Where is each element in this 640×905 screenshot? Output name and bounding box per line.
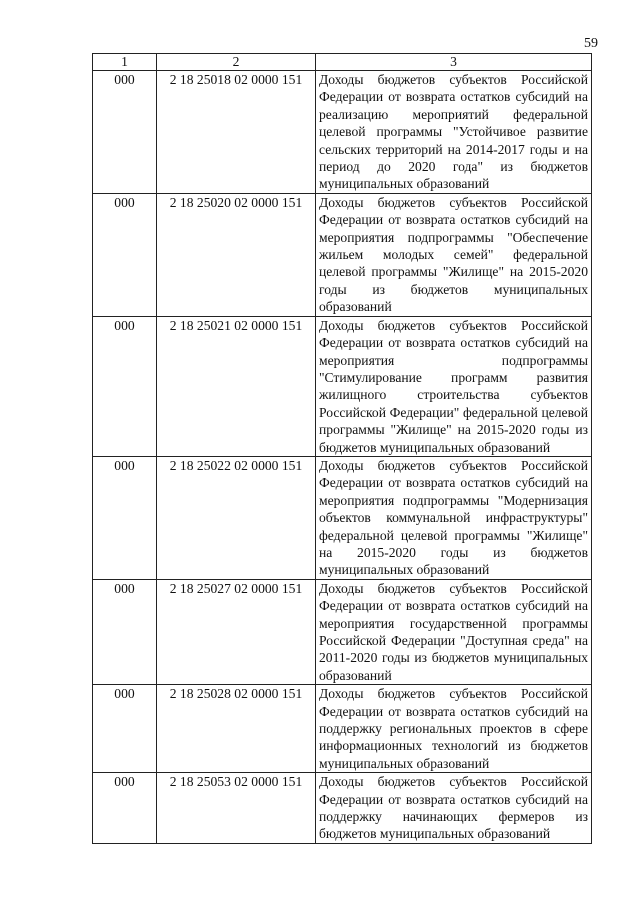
budget-codes-table	[92, 53, 592, 844]
budget-code-cell: 2 18 25018 02 0000 151	[157, 71, 316, 194]
budget-code-cell: 2 18 25027 02 0000 151	[157, 579, 316, 684]
table-row	[93, 773, 592, 844]
description-cell: Доходы бюджетов субъектов Российской Федерации от возврата остатков субсидий на поддержку начинающих фермеров из бюджетов муниципальных образований	[316, 773, 592, 844]
budget-code-cell: 2 18 25022 02 0000 151	[157, 456, 316, 579]
admin-code-cell: 000	[93, 773, 157, 844]
table-row	[93, 685, 592, 773]
description-cell: Доходы бюджетов субъектов Российской Федерации от возврата остатков субсидий на реализацию мероприятий федеральной целевой программы "Устойчивое развитие сельских территорий на 2014-2017 годы и на период до 2020 года" из бюджетов муниципальных образований	[316, 71, 592, 194]
budget-code-cell: 2 18 25053 02 0000 151	[157, 773, 316, 844]
table-body	[93, 71, 592, 844]
budget-code-cell: 2 18 25028 02 0000 151	[157, 685, 316, 773]
description-cell: Доходы бюджетов субъектов Российской Федерации от возврата остатков субсидий на мероприятия подпрограммы "Обеспечение жильем молодых семей" федеральной целевой программы "Жилище" на 2015-2020 годы из бюджетов муниципальных образований	[316, 193, 592, 316]
header-column-2: 2	[157, 54, 316, 71]
description-cell: Доходы бюджетов субъектов Российской Федерации от возврата остатков субсидий на мероприятия государственной программы Российской Федерации "Доступная среда" на 2011-2020 годы из бюджетов муниципальных образований	[316, 579, 592, 684]
page-number: 59	[584, 36, 598, 51]
table-row	[93, 193, 592, 316]
admin-code-cell: 000	[93, 71, 157, 194]
description-cell: Доходы бюджетов субъектов Российской Федерации от возврата остатков субсидий на мероприятия подпрограммы "Модернизация объектов коммунальной инфраструктуры" федеральной целевой программы "Жилище" на 2015-2020 годы из бюджетов муниципальных образований	[316, 456, 592, 579]
budget-code-cell: 2 18 25020 02 0000 151	[157, 193, 316, 316]
admin-code-cell: 000	[93, 456, 157, 579]
table-row	[93, 579, 592, 684]
admin-code-cell: 000	[93, 316, 157, 456]
admin-code-cell: 000	[93, 193, 157, 316]
table-row	[93, 71, 592, 194]
admin-code-cell: 000	[93, 685, 157, 773]
budget-code-cell: 2 18 25021 02 0000 151	[157, 316, 316, 456]
table-row	[93, 316, 592, 456]
header-row	[93, 54, 592, 71]
admin-code-cell: 000	[93, 579, 157, 684]
table-header	[93, 54, 592, 71]
header-column-3: 3	[316, 54, 592, 71]
table-row	[93, 456, 592, 579]
header-column-1: 1	[93, 54, 157, 71]
description-cell: Доходы бюджетов субъектов Российской Федерации от возврата остатков субсидий на мероприятия подпрограммы "Стимулирование программ развития жилищного строительства субъектов Российской Федерации" федеральной целевой программы "Жилище" на 2015-2020 годы из бюджетов муниципальных образований	[316, 316, 592, 456]
description-cell: Доходы бюджетов субъектов Российской Федерации от возврата остатков субсидий на поддержку региональных проектов в сфере информационных технологий из бюджетов муниципальных образований	[316, 685, 592, 773]
